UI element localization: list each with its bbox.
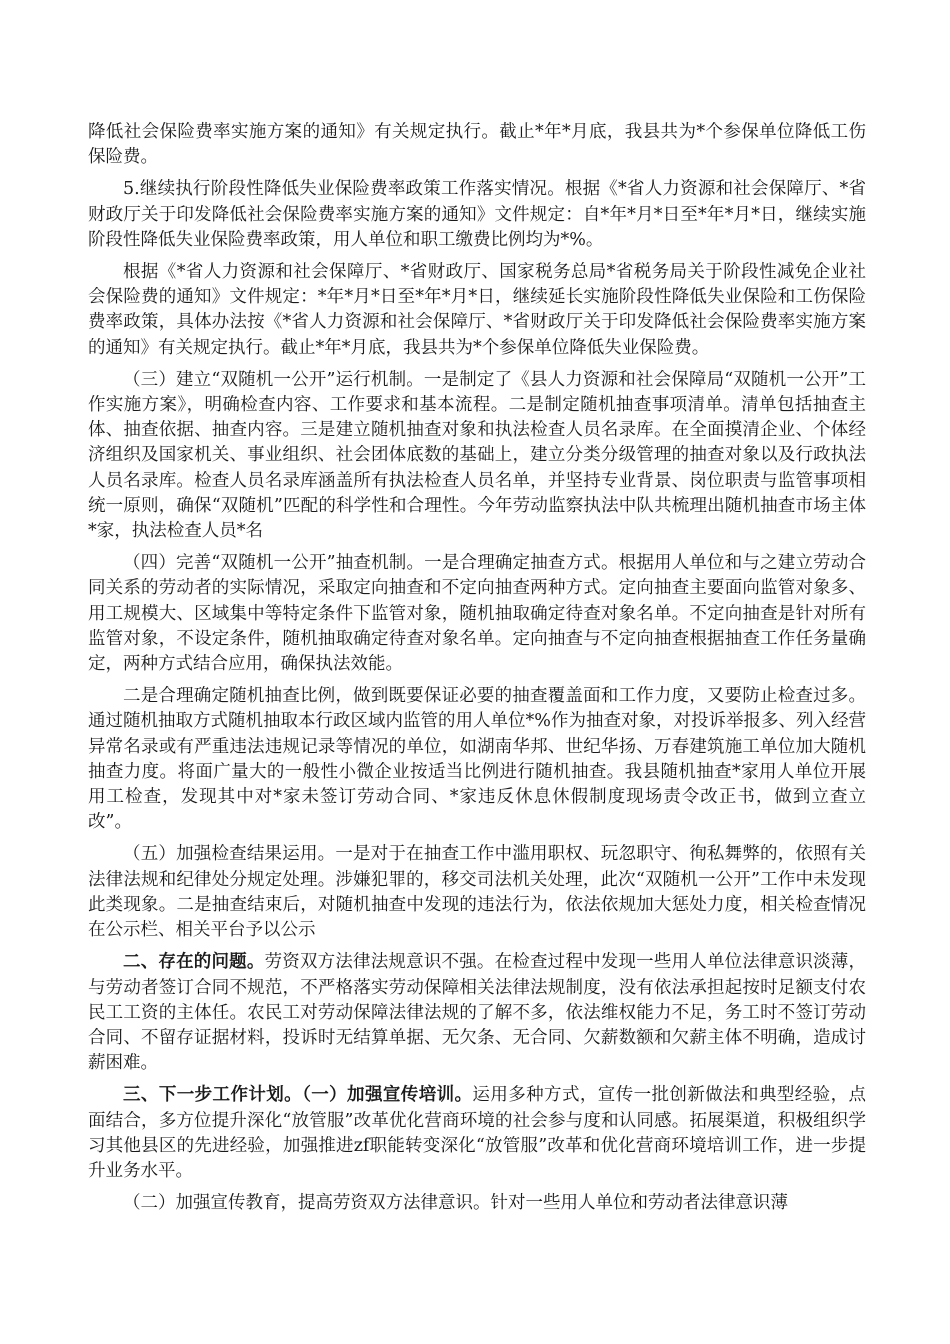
paragraph-8-lead: 二、存在的问题。 [123, 952, 265, 973]
paragraph-7-text: （五）加强检查结果运用。一是对于在抽查工作中滥用职权、玩忽职守、徇私舞弊的，依照有关法律法规和纪律处分规定处理。涉嫌犯罪的，移交司法机关处理，此次“双随机一公开”工作中未发现此类现象。二是抽查结束后，对随机抽查中发现的违法行为，依法依规加大惩处力度，相关检查情况在公示栏、相关平台予以公示 [88, 844, 866, 941]
paragraph-8 [88, 950, 866, 1076]
paragraph-9 [88, 1083, 866, 1184]
paragraph-1-text: 降低社会保险费率实施方案的通知》有关规定执行。截止*年*月底，我县共为*个参保单位降低工伤保险费。 [88, 122, 866, 168]
paragraph-4-text: （三）建立“双随机一公开”运行机制。一是制定了《县人力资源和社会保障局“双随机一公开”工作实施方案》，明确检查内容、工作要求和基本流程。二是制定随机抽查事项清单。清单包括抽查主体、抽查依据、抽查内容。三是建立随机抽查对象和执法检查人员名录库。在全面摸清企业、个体经济组织及国家机关、事业组织、社会团体底数的基础上，建立分类分级管理的抽查对象以及行政执法人员名录库。检查人员名录库涵盖所有执法检查人员名单，并坚持专业背景、岗位职责与监管事项相统一原则，确保“双随机”匹配的科学性和合理性。今年劳动监察执法中队共梳理出随机抽查市场主体*家，执法检查人员*名 [88, 369, 866, 542]
paragraph-10-text: （二）加强宣传教育，提高劳资双方法律意识。针对一些用人单位和劳动者法律意识薄 [123, 1193, 788, 1214]
paragraph-10 [88, 1191, 866, 1216]
paragraph-6-text: 二是合理确定随机抽查比例，做到既要保证必要的抽查覆盖面和工作力度，又要防止检查过多。通过随机抽取方式随机抽取本行政区域内监管的用人单位*%作为抽查对象，对投诉举报多、列入经营异常名录或有严重违法违规记录等情况的单位，如湖南华邦、世纪华扬、万春建筑施工单位加大随机抽查力度。将面广量大的一般性小微企业按适当比例进行随机抽查。我县随机抽查*家用人单位开展用工检查，发现其中对*家未签订劳动合同、*家违反休息休假制度现场责令改正书，做到立查立改”。 [88, 686, 866, 833]
document-body [88, 120, 866, 1223]
paragraph-6 [88, 684, 866, 835]
paragraph-3 [88, 260, 866, 361]
paragraph-2-text: 5.继续执行阶段性降低失业保险费率政策工作落实情况。根据《*省人力资源和社会保障厅、*省财政厅关于印发降低社会保险费率实施方案的通知》文件规定：自*年*月*日至*年*月*日，继续实施阶段性降低失业保险费率政策，用人单位和职工缴费比例均为*%。 [88, 179, 866, 250]
paragraph-4 [88, 368, 866, 544]
paragraph-7 [88, 842, 866, 943]
paragraph-2 [88, 177, 866, 253]
paragraph-9-lead: 三、下一步工作计划。（一）加强宣传培训。 [123, 1085, 473, 1106]
paragraph-3-text: 根据《*省人力资源和社会保障厅、*省财政厅、国家税务总局*省税务局关于阶段性减免企业社会保险费的通知》文件规定：*年*月*日至*年*月*日，继续延长实施阶段性降低失业保险和工伤保险费率政策，具体办法按《*省人力资源和社会保障厅、*省财政厅关于印发降低社会保险费率实施方案的通知》有关规定执行。截止*年*月底，我县共为*个参保单位降低失业保险费。 [88, 262, 866, 358]
paragraph-5-text: （四）完善“双随机一公开”抽查机制。一是合理确定抽查方式。根据用人单位和与之建立劳动合同关系的劳动者的实际情况，采取定向抽查和不定向抽查两种方式。定向抽查主要面向监管对象多、用工规模大、区域集中等特定条件下监管对象，随机抽取确定待查对象名单。不定向抽查是针对所有监管对象，不设定条件，随机抽取确定待查对象名单。定向抽查与不定向抽查根据抽查工作任务量确定，两种方式结合应用，确保执法效能。 [88, 553, 866, 675]
paragraph-5 [88, 551, 866, 677]
paragraph-9-text: 运用多种方式，宣传一批创新做法和典型经验，点面结合，多方位提升深化“放管服”改革优化营商环境的社会参与度和认同感。拓展渠道，积极组织学习其他县区的先进经验，加强推进zf职能转变深化“放管服”改革和优化营商环境培训工作，进一步提升业务水平。 [88, 1085, 866, 1181]
paragraph-1 [88, 120, 866, 170]
paragraph-8-text: 劳资双方法律法规意识不强。在检查过程中发现一些用人单位法律意识淡薄，与劳动者签订合同不规范，不严格落实劳动保障相关法律法规制度，没有依法承担起按时足额支付农民工工资的主体任。农民工对劳动保障法律法规的了解不多，依法维权能力不足，务工时不签订劳动合同、不留存证据材料，投诉时无结算单据、无欠条、无合同、欠薪数额和欠薪主体不明确，造成讨薪困难。 [88, 952, 866, 1074]
